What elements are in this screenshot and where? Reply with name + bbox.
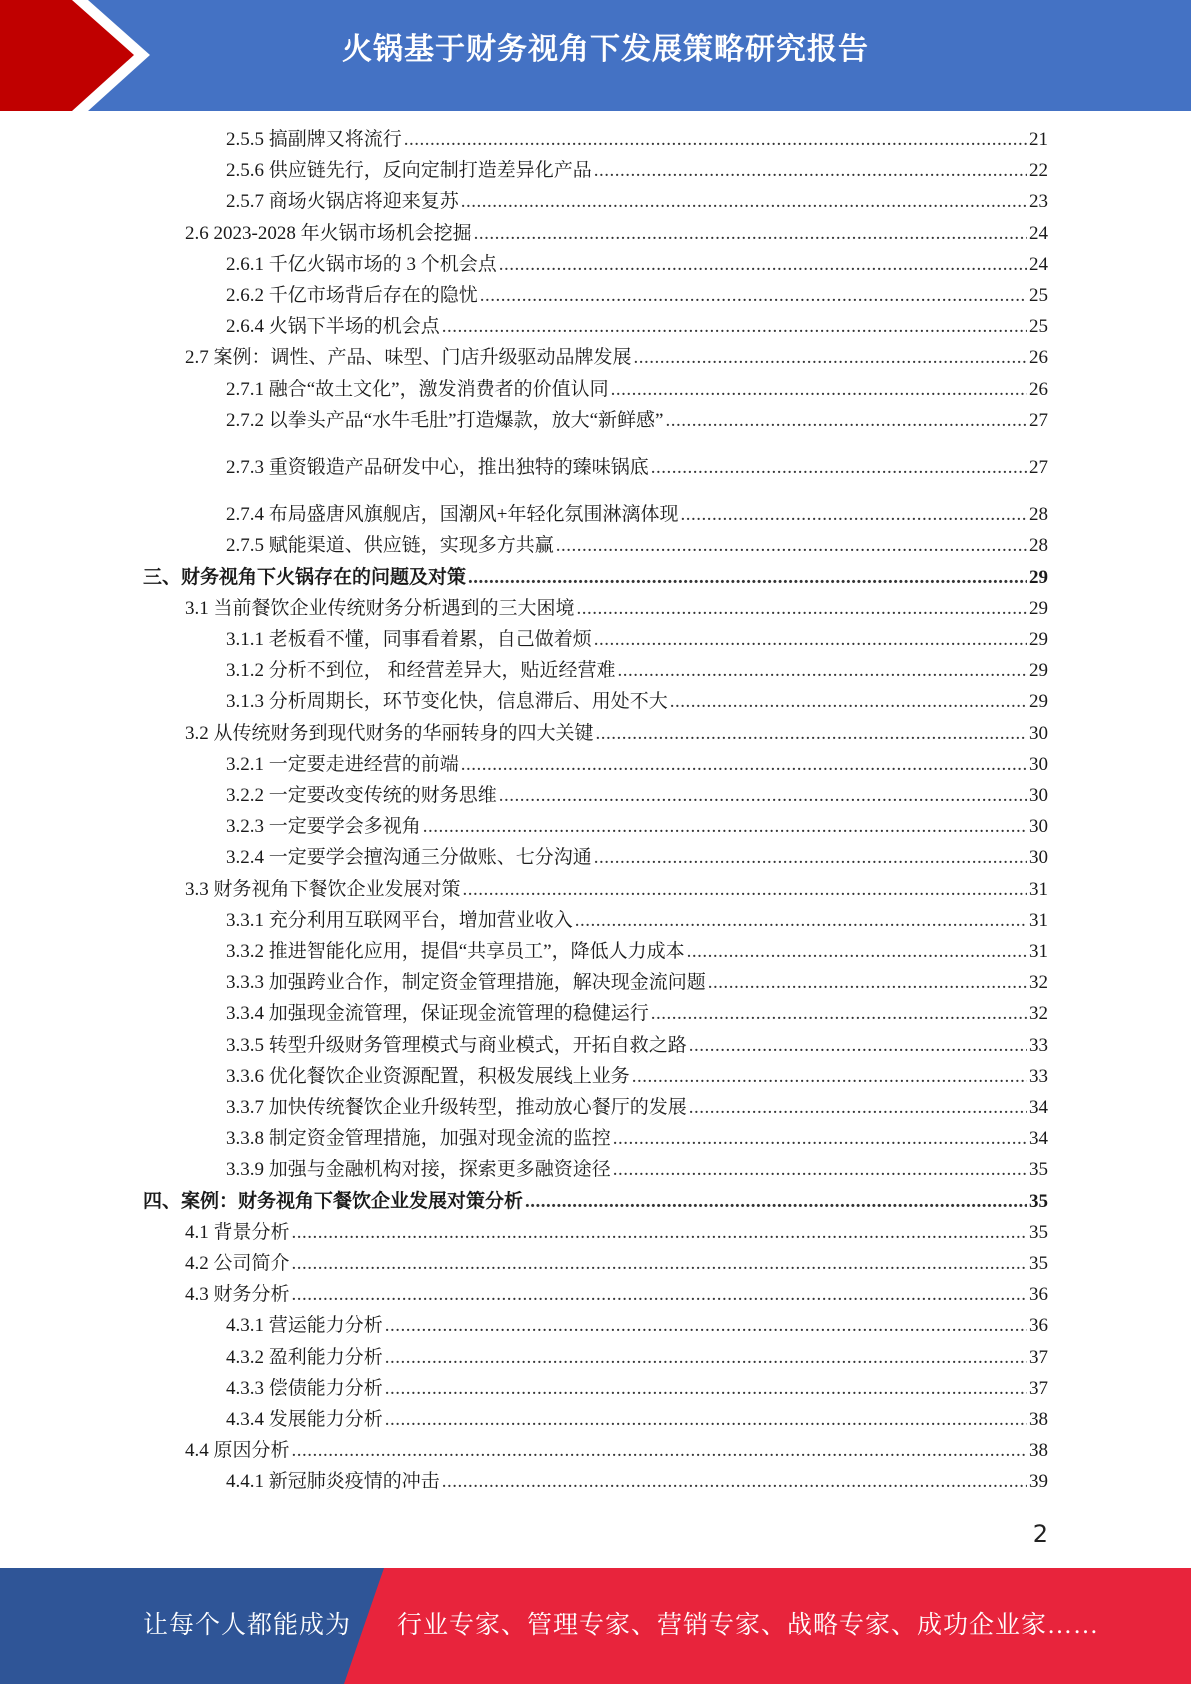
toc-entry[interactable] [185, 877, 1048, 903]
toc-entry-page: 38 [1029, 1409, 1048, 1430]
toc-entry-title: 2.7.3 重资锻造产品研发中心，推出独特的臻味锅底 [226, 457, 649, 478]
toc-dot-leader [442, 1469, 1027, 1495]
toc-entry-title: 2.6.1 千亿火锅市场的 3 个机会点 [226, 253, 497, 275]
toc-entry[interactable] [185, 1220, 1048, 1246]
toc-entry-page: 37 [1029, 1377, 1048, 1399]
toc-entry-title: 2.6.2 千亿市场背后存在的隐忧 [226, 285, 478, 306]
toc-entry-title: 2.7.5 赋能渠道、供应链，实现多方共赢 [226, 535, 554, 557]
toc-dot-leader [634, 345, 1027, 371]
toc-entry-page: 29 [1029, 566, 1048, 588]
toc-dot-leader [689, 1095, 1027, 1121]
toc-entry-title: 4.3.1 营运能力分析 [226, 1315, 383, 1337]
page-header [0, 0, 1191, 111]
toc-dot-leader [613, 1157, 1027, 1183]
toc-entry[interactable] [226, 970, 1048, 996]
toc-entry-page: 30 [1029, 816, 1048, 838]
toc-entry[interactable] [226, 1407, 1048, 1433]
toc-dot-leader [385, 1376, 1027, 1402]
toc-dot-leader [708, 970, 1027, 996]
toc-entry-page: 29 [1029, 629, 1048, 650]
toc-dot-leader [474, 221, 1027, 247]
toc-entry[interactable] [185, 1251, 1048, 1277]
toc-entry-page: 29 [1029, 597, 1048, 619]
toc-entry[interactable] [185, 1282, 1048, 1308]
toc-entry-page: 35 [1029, 1253, 1048, 1274]
toc-dot-leader [385, 1345, 1027, 1371]
toc-entry-title: 3.2.1 一定要走进经营的前端 [226, 753, 459, 775]
toc-entry[interactable] [226, 783, 1048, 809]
toc-entry-title: 2.6.4 火锅下半场的机会点 [226, 316, 440, 338]
toc-entry[interactable] [185, 721, 1048, 747]
toc-entry-title: 3.3.1 充分利用互联网平台，增加营业收入 [226, 909, 573, 931]
toc-dot-leader [385, 1407, 1027, 1433]
toc-dot-leader [292, 1438, 1027, 1464]
toc-entry-title: 四、案例：财务视角下餐饮企业发展对策分析 [143, 1190, 524, 1212]
toc-entry-title: 三、财务视角下火锅存在的问题及对策 [143, 566, 467, 588]
toc-entry[interactable] [226, 752, 1048, 778]
toc-entry-page: 36 [1029, 1315, 1048, 1337]
toc-entry-page: 27 [1029, 409, 1048, 431]
toc-entry-page: 33 [1029, 1034, 1048, 1056]
toc-entry-page: 27 [1029, 457, 1048, 478]
toc-entry-page: 32 [1029, 1003, 1048, 1025]
toc-dot-leader [292, 1251, 1027, 1277]
toc-dot-leader [442, 314, 1027, 340]
toc-dot-leader [594, 158, 1027, 184]
toc-entry-title: 3.3 财务视角下餐饮企业发展对策 [185, 878, 461, 900]
toc-entry-title: 2.7.2 以拳头产品“水牛毛肚”打造爆款，放大“新鲜感” [226, 409, 664, 431]
toc-entry-title: 2.6 2023-2028 年火锅市场机会挖掘 [185, 222, 472, 244]
toc-entry-page: 35 [1029, 1221, 1048, 1243]
toc-dot-leader [292, 1220, 1027, 1246]
toc-entry-page: 30 [1029, 753, 1048, 775]
toc-dot-leader [499, 783, 1027, 809]
toc-entry-page: 26 [1029, 347, 1048, 369]
toc-entry-title: 2.5.5 搞副牌又将流行 [226, 129, 402, 150]
toc-entry-page: 23 [1029, 191, 1048, 213]
footer-slogan-right: 行业专家、管理专家、营销专家、战略专家、成功企业家…… [397, 1612, 1100, 1639]
toc-entry-title: 3.2.2 一定要改变传统的财务思维 [226, 785, 497, 806]
toc-entry[interactable] [226, 627, 1048, 653]
toc-dot-leader [525, 1189, 1027, 1215]
toc-dot-leader [651, 1001, 1027, 1027]
toc-dot-leader [468, 565, 1027, 591]
toc-dot-leader [575, 908, 1027, 934]
toc-entry-page: 31 [1029, 941, 1048, 962]
toc-entry-page: 39 [1029, 1471, 1048, 1493]
toc-entry-page: 30 [1029, 785, 1048, 806]
toc-entry-title: 3.3.2 推进智能化应用，提倡“共享员工”，降低人力成本 [226, 941, 685, 962]
toc-entry-title: 4.2 公司简介 [185, 1253, 290, 1274]
toc-entry-title: 2.5.7 商场火锅店将迎来复苏 [226, 191, 459, 213]
toc-entry[interactable] [226, 455, 1048, 481]
toc-entry[interactable] [226, 1033, 1048, 1059]
toc-entry[interactable] [226, 1469, 1048, 1495]
toc-entry-title: 3.3.6 优化餐饮企业资源配置，积极发展线上业务 [226, 1065, 630, 1087]
toc-entry-page: 37 [1029, 1346, 1048, 1368]
toc-entry-page: 28 [1029, 504, 1048, 526]
toc-entry-title: 4.4 原因分析 [185, 1440, 290, 1462]
toc-entry[interactable] [226, 1001, 1048, 1027]
toc-entry-title: 2.7.1 融合“故土文化”，激发消费者的价值认同 [226, 378, 609, 400]
toc-entry[interactable] [226, 1126, 1048, 1152]
toc-dot-leader [665, 408, 1027, 434]
toc-entry-page: 38 [1029, 1440, 1048, 1462]
toc-dot-leader [680, 502, 1027, 528]
toc-dot-leader [480, 283, 1027, 309]
toc-entry-page: 34 [1029, 1097, 1048, 1118]
toc-entry[interactable] [226, 1095, 1048, 1121]
toc-entry-title: 3.3.5 转型升级财务管理模式与商业模式，开拓自救之路 [226, 1034, 687, 1056]
toc-entry-page: 26 [1029, 378, 1048, 400]
toc-entry-page: 35 [1029, 1190, 1048, 1212]
toc-dot-leader [463, 877, 1027, 903]
toc-dot-leader [461, 189, 1027, 215]
toc-entry-title: 3.1.1 老板看不懂，同事看着累，自己做着烦 [226, 629, 592, 650]
toc-entry[interactable] [143, 565, 1048, 591]
toc-entry-page: 31 [1029, 909, 1048, 931]
toc-entry-page: 28 [1029, 535, 1048, 557]
toc-entry-page: 30 [1029, 722, 1048, 744]
toc-entry[interactable] [226, 377, 1048, 403]
toc-dot-leader [632, 1064, 1027, 1090]
toc-entry-title: 3.3.7 加快传统餐饮企业升级转型，推动放心餐厅的发展 [226, 1097, 687, 1118]
toc-entry-title: 3.1.3 分析周期长，环节变化快，信息滞后、用处不大 [226, 691, 668, 713]
toc-entry-page: 24 [1029, 222, 1048, 244]
toc-entry-page: 25 [1029, 316, 1048, 338]
toc-entry[interactable] [226, 1157, 1048, 1183]
toc-dot-leader [594, 845, 1027, 871]
toc-entry[interactable] [226, 814, 1048, 840]
toc-entry[interactable] [143, 1189, 1048, 1215]
toc-entry-title: 2.7.4 布局盛唐风旗舰店，国潮风+年轻化氛围淋漓体现 [226, 504, 679, 526]
toc-entry-title: 3.1.2 分析不到位， 和经营差异大，贴近经营难 [226, 660, 616, 682]
toc-dot-leader [613, 1126, 1027, 1152]
toc-entry[interactable] [226, 127, 1048, 153]
toc-entry[interactable] [226, 189, 1048, 215]
toc-entry[interactable] [226, 283, 1048, 309]
toc-dot-leader [611, 377, 1027, 403]
toc-entry-title: 4.4.1 新冠肺炎疫情的冲击 [226, 1471, 440, 1493]
page-number: 2 [1032, 1520, 1048, 1548]
toc-entry-page: 33 [1029, 1065, 1048, 1087]
toc-entry-page: 36 [1029, 1284, 1048, 1306]
toc-entry[interactable] [185, 221, 1048, 247]
toc-entry[interactable] [226, 252, 1048, 278]
toc-dot-leader [292, 1282, 1027, 1308]
toc-entry[interactable] [226, 1313, 1048, 1339]
toc-entry[interactable] [226, 408, 1048, 434]
toc-entry[interactable] [226, 1064, 1048, 1090]
toc-entry-title: 4.3.4 发展能力分析 [226, 1409, 383, 1430]
toc-entry[interactable] [185, 596, 1048, 622]
toc-entry-page: 24 [1029, 253, 1048, 275]
toc-entry[interactable] [226, 845, 1048, 871]
toc-entry-page: 34 [1029, 1128, 1048, 1150]
toc-entry-title: 3.3.8 制定资金管理措施，加强对现金流的监控 [226, 1128, 611, 1150]
toc-dot-leader [556, 533, 1027, 559]
toc-entry[interactable] [226, 533, 1048, 559]
toc-entry[interactable] [185, 1438, 1048, 1464]
toc-entry-title: 3.3.3 加强跨业合作，制定资金管理措施，解决现金流问题 [226, 972, 706, 994]
toc-entry-title: 2.5.6 供应链先行，反向定制打造差异化产品 [226, 160, 592, 182]
toc-entry-title: 3.2 从传统财务到现代财务的华丽转身的四大关键 [185, 722, 594, 744]
toc-dot-leader [385, 1313, 1027, 1339]
toc-dot-leader [577, 596, 1027, 622]
toc-entry[interactable] [226, 1376, 1048, 1402]
toc-entry[interactable] [226, 658, 1048, 684]
toc-entry[interactable] [185, 345, 1048, 371]
toc-entry-page: 21 [1029, 129, 1048, 150]
toc-dot-leader [594, 627, 1027, 653]
toc-entry-title: 3.2.3 一定要学会多视角 [226, 816, 421, 838]
footer-slogan-left: 让每个人都能成为 [143, 1612, 352, 1639]
toc-entry[interactable] [226, 158, 1048, 184]
toc-entry-title: 4.3 财务分析 [185, 1284, 290, 1306]
toc-entry-page: 32 [1029, 972, 1048, 994]
toc-entry-title: 2.7 案例：调性、产品、味型、门店升级驱动品牌发展 [185, 347, 632, 369]
toc-entry[interactable] [226, 939, 1048, 965]
page-footer [0, 1568, 1191, 1684]
toc-entry-title: 4.3.2 盈利能力分析 [226, 1346, 383, 1368]
toc-dot-leader [651, 455, 1027, 481]
toc-dot-leader [687, 939, 1027, 965]
toc-entry[interactable] [226, 502, 1048, 528]
toc-entry-page: 31 [1029, 878, 1048, 900]
toc-dot-leader [423, 814, 1027, 840]
toc-dot-leader [689, 1033, 1027, 1059]
toc-entry-title: 4.1 背景分析 [185, 1221, 290, 1243]
toc-entry-title: 3.3.9 加强与金融机构对接，探索更多融资途径 [226, 1159, 611, 1181]
toc-entry-title: 3.3.4 加强现金流管理，保证现金流管理的稳健运行 [226, 1003, 649, 1025]
toc-dot-leader [499, 252, 1027, 278]
toc-dot-leader [618, 658, 1027, 684]
toc-entry-page: 29 [1029, 660, 1048, 682]
toc-entry-page: 30 [1029, 847, 1048, 869]
toc-dot-leader [596, 721, 1027, 747]
toc-entry[interactable] [226, 314, 1048, 340]
toc-entry-page: 35 [1029, 1159, 1048, 1181]
toc-dot-leader [461, 752, 1027, 778]
toc-dot-leader [404, 127, 1027, 153]
toc-entry-page: 22 [1029, 160, 1048, 182]
toc-dot-leader [670, 689, 1027, 715]
toc-entry-title: 4.3.3 偿债能力分析 [226, 1377, 383, 1399]
toc-entry[interactable] [226, 908, 1048, 934]
toc-entry[interactable] [226, 1345, 1048, 1371]
toc-entry-page: 29 [1029, 691, 1048, 713]
document-title: 火锅基于财务视角下发展策略研究报告 [342, 32, 869, 67]
toc-entry-title: 3.2.4 一定要学会擅沟通三分做账、七分沟通 [226, 847, 592, 869]
toc-entry-page: 25 [1029, 285, 1048, 306]
toc-entry[interactable] [226, 689, 1048, 715]
toc-entry-title: 3.1 当前餐饮企业传统财务分析遇到的三大困境 [185, 597, 575, 619]
